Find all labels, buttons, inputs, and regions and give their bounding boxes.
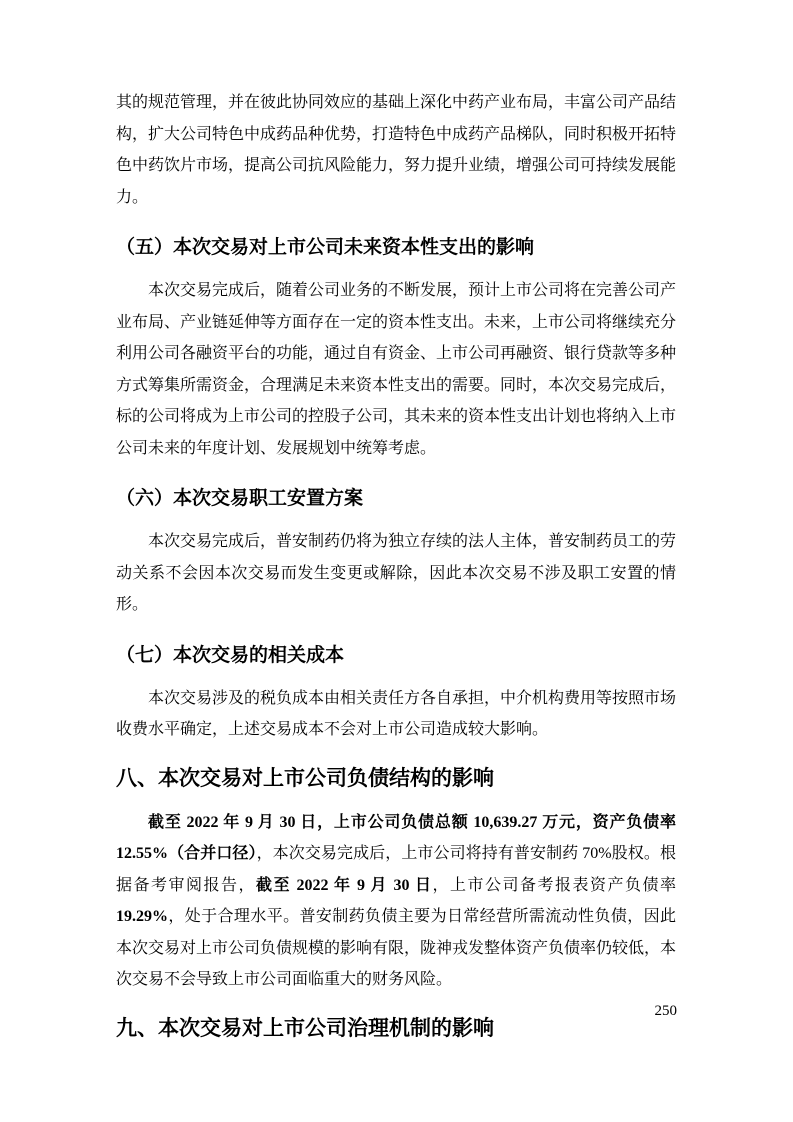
section-heading-9: 九、本次交易对上市公司治理机制的影响: [116, 1016, 494, 1040]
proforma-ratio-value: 19.29%: [116, 908, 168, 925]
debt-total-statement: 截至 2022 年 9 月 30 日，上市公司负债总额 10,639.27 万元，资产负债率 12.55%（合并口径）: [116, 813, 676, 862]
proforma-date-statement: 截至 2022 年 9 月 30 日: [256, 876, 433, 894]
proforma-ratio-label: ，上市公司备考报表资产负债率: [432, 876, 676, 894]
continuation-paragraph: 其的规范管理，并在彼此协同效应的基础上深化中药产业布局，丰富公司产品结构，扩大公司特色中成药品种优势，打造特色中成药产品梯队，同时积极开拓特色中药饮片市场，提高公司抗风险能力，努力提升业绩，增强公司可持续发展能力。: [116, 94, 677, 206]
equity-holding-statement: ，本次交易完成后，上市公司将持有普安制药 70%股权。根据备考审阅报告，: [116, 845, 676, 894]
page-content: [116, 87, 676, 1057]
section-8-paragraph: [116, 807, 676, 996]
page-number: 250: [654, 1003, 677, 1019]
section-heading-8: 八、本次交易对上市公司负债结构的影响: [116, 766, 494, 790]
risk-conclusion-statement: ，处于合理水平。普安制药负债主要为日常经营所需流动性负债，因此本次交易对上市公司负债规模的影响有限，陇神戎发整体资产负债率仍较低，本次交易不会导致上市公司面临重大的财务风险。: [116, 908, 677, 988]
section-6-paragraph: 本次交易完成后，普安制药仍将为独立存续的法人主体，普安制药员工的劳动关系不会因本次交易而发生变更或解除，因此本次交易不涉及职工安置的情形。: [116, 533, 677, 613]
section-heading-7: （七）本次交易的相关成本: [116, 644, 345, 666]
section-5-paragraph: 本次交易完成后，随着公司业务的不断发展，预计上市公司将在完善公司产业布局、产业链延伸等方面存在一定的资本性支出。未来，上市公司将继续充分利用公司各融资平台的功能，通过自有资金、上市公司再融资、银行贷款等多种方式筹集所需资金，合理满足未来资本性支出的需要。同时，本次交易完成后，标的公司将成为上市公司的控股子公司，其未来的资本性支出计划也将纳入上市公司未来的年度计划、发展规划中统筹考虑。: [116, 282, 677, 457]
section-7-paragraph: 本次交易涉及的税负成本由相关责任方各自承担，中介机构费用等按照市场收费水平确定，上述交易成本不会对上市公司造成较大影响。: [116, 689, 677, 738]
section-heading-6: （六）本次交易职工安置方案: [116, 488, 364, 509]
section-heading-5: （五）本次交易对上市公司未来资本性支出的影响: [116, 237, 535, 258]
